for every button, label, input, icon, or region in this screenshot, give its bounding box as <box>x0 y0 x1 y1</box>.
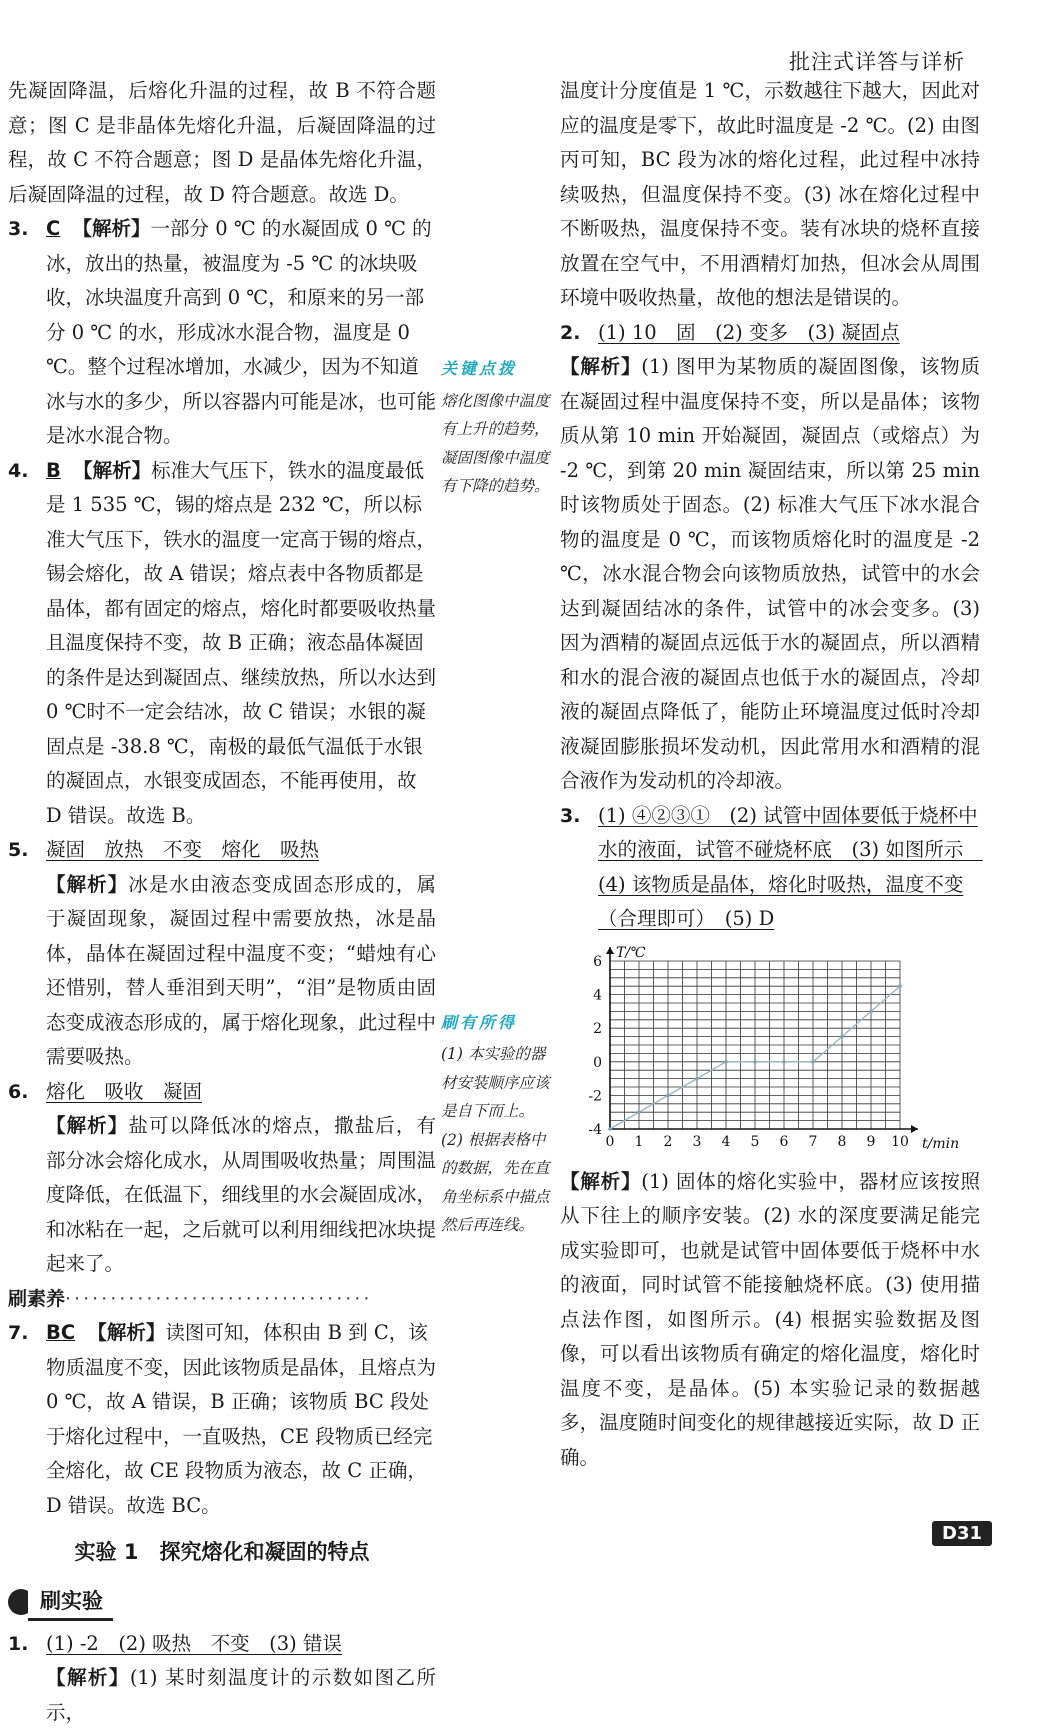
analysis-tag: 【解析】 <box>72 217 151 240</box>
chart-svg <box>574 939 974 1155</box>
question-6-analysis <box>8 1109 436 1282</box>
temperature-time-chart <box>574 939 974 1155</box>
analysis-tag: 【解析】 <box>87 1321 166 1344</box>
answer: (1) ④②③① (2) 试管中固体要低于烧杯中水的液面，试管不碰烧杯底 (3) 如图所示 (4) 该物质是晶体，熔化时吸热，温度不变（合理即可） (5) D <box>598 803 983 930</box>
answer: B <box>46 458 61 482</box>
answer: (1) -2 (2) 吸热 不变 (3) 错误 <box>46 1631 342 1655</box>
side-notes <box>441 352 553 1240</box>
x-tick-label: 3 <box>692 1133 702 1150</box>
question-number: 5. <box>8 839 29 861</box>
question-number: 6. <box>8 1080 29 1103</box>
x-axis-arrow <box>911 1125 918 1133</box>
question-4 <box>8 454 436 834</box>
question-2 <box>560 316 980 351</box>
question-number: 1. <box>8 1632 29 1655</box>
y-tick-label: 0 <box>593 1054 602 1071</box>
question-number: 3. <box>560 804 581 827</box>
data-point <box>608 1127 612 1131</box>
x-tick-label: 10 <box>891 1133 909 1150</box>
analysis-tag: 【解析】 <box>46 1114 129 1137</box>
right-column <box>560 74 983 1475</box>
answer: 凝固 放热 不变 熔化 吸热 <box>46 838 320 861</box>
data-point <box>666 1093 670 1097</box>
data-point <box>724 1060 728 1064</box>
continued-paragraph: 先凝固降温，后熔化升温的过程，故 B 不符合题意；图 C 是非晶体先熔化升温，后凝固降温的过程，故 C 不符合题意；图 D 是晶体先熔化升温，后凝固降温的过程，故 D 符合题意。故选 D。 <box>8 79 436 206</box>
question-3-analysis <box>560 1165 980 1476</box>
question-3-right <box>560 799 983 937</box>
side-title-key-point: 关键点拨 <box>441 359 518 378</box>
x-tick-label: 9 <box>866 1133 876 1150</box>
side-title-gains: 刷有所得 <box>441 1012 518 1032</box>
analysis-tag: 【解析】 <box>46 1666 130 1690</box>
left-column <box>8 74 436 1730</box>
question-3 <box>8 212 436 454</box>
experiment-title: 实验 1 探究熔化和凝固的特点 <box>74 1540 370 1564</box>
y-tick-label: 6 <box>593 953 602 970</box>
analysis-tag: 【解析】 <box>46 872 129 896</box>
question-5 <box>8 833 436 868</box>
analysis-text: 一部分 0 ℃ 的水凝固成 0 ℃ 的冰，放出的热量，被温度为 -5 ℃ 的冰块吸收，冰块温度升高到 0 ℃，和原来的另一部分 0 ℃ 的水，形成冰水混合物，温度是 0 ℃。整个过程冰增加，水减少，因为不知道冰与水的多少，所以容器内可能是冰，也可能是冰水混合物。 <box>46 217 437 447</box>
continued-paragraph: 温度计分度值是 1 ℃，示数越往下越大，因此对应的温度是零下，故此时温度是 -2 ℃。(2) 由图丙可知，BC 段为冰的熔化过程，此过程中冰持续吸热，但温度保持不变。(3) 冰在熔化过程中不断吸热，温度保持不变。装有冰块的烧杯直接放置在空气中，不用酒精灯加热，但冰会从周围环境中吸收热量，故他的想法是错误的。 <box>560 79 980 309</box>
x-tick-label: 6 <box>779 1133 789 1150</box>
data-point <box>811 1060 815 1064</box>
y-axis-arrow <box>606 947 614 954</box>
question-number: 3. <box>8 218 29 240</box>
answer: BC <box>46 1321 76 1344</box>
y-tick-label: -2 <box>588 1087 602 1104</box>
analysis-text: 冰是水由液态变成固态形成的，属于凝固现象，凝固过程中需要放热，冰是晶体，晶体在凝固过程中温度不变；“蜡烛有心还惜别，替人垂泪到天明”，“泪”是物质由固态变成液态形成的，属于熔化现象，此过程中需要吸热。 <box>46 872 437 1068</box>
data-point <box>782 1060 786 1064</box>
data-point <box>898 984 902 988</box>
question-2-analysis <box>560 350 980 799</box>
question-number: 7. <box>8 1322 29 1344</box>
data-point <box>753 1060 757 1064</box>
question-1 <box>8 1627 436 1662</box>
analysis-text: 标准大气压下，铁水的温度最低是 1 535 ℃，锡的熔点是 232 ℃，所以标准大气压下，铁水的温度一定高于锡的熔点，锡会熔化，故 A 错误；熔点表中各物质都是晶体，都有固定的熔点，熔化时都要吸收热量且温度保持不变，故 B 正确；液态晶体凝固的条件是达到凝固点、继续放热，所以水达到 0 ℃时不一定会结冰，故 C 错误；水银的凝固点是 -38.8 ℃，南极的最低气温低于水银的凝固点，水银变成固态，不能再使用，故 D 错误。故选 B。 <box>46 458 437 827</box>
answer: C <box>46 217 61 240</box>
data-point <box>637 1110 641 1114</box>
x-tick-label: 0 <box>605 1133 615 1150</box>
question-number: 2. <box>560 321 581 344</box>
page-number: D31 <box>932 1521 992 1546</box>
side-note-2b: (2) 根据表格中的数据，先在直角坐标系中描点然后再连线。 <box>441 1130 550 1234</box>
x-tick-label: 7 <box>808 1133 818 1150</box>
analysis-text: 读图可知，体积由 B 到 C，该物质温度不变，因此该物质是晶体，且熔点为 0 ℃，故 A 错误，B 正确；该物质 BC 段处于熔化过程中，一直吸热，CE 段物质已经完全熔化，故 CE 段物质为液态，故 C 正确，D 错误。故选 BC。 <box>46 1321 437 1517</box>
x-tick-label: 8 <box>837 1133 847 1150</box>
practice-badge <box>8 1584 113 1622</box>
x-tick-label: 1 <box>634 1133 644 1150</box>
side-note-1: 熔化图像中温度有上升的趋势，凝固图像中温度有下降的趋势。 <box>441 391 550 495</box>
analysis-tag: 【解析】 <box>560 355 642 378</box>
analysis-tag: 【解析】 <box>73 458 152 482</box>
data-point <box>695 1076 699 1080</box>
analysis-text: (1) 某时刻温度计的示数如图乙所示， <box>46 1666 436 1724</box>
analysis-tag: 【解析】 <box>560 1169 642 1193</box>
answer: (1) 10 固 (2) 变多 (3) 凝固点 <box>598 320 900 344</box>
data-point <box>840 1034 844 1038</box>
x-axis-label: t/min <box>922 1135 960 1152</box>
analysis-text: (1) 图甲为某物质的凝固图像，该物质在凝固过程中温度保持不变，所以是晶体；该物质从第 10 min 开始凝固，凝固点（或熔点）为 -2 ℃，到第 20 min 凝固结束，所以第 25 min 时该物质处于固态。(2) 标准大气压下冰水混合物的温度是 0 ℃，而该物质熔化时的温度是 -2 ℃，冰水混合物会向该物质放热，试管中的水会达到凝固结冰的条件，试管中的冰会变多。(3) 因为酒精的凝固点远低于水的凝固点，所以酒精和水的混合液的凝固点也低于水的凝固点，冷却液的凝固点降低了，能防止环境温度过低时冷却液凝固膨胀损坏发动机，因此常用水和酒精的混合液作为发动机的冷却液。 <box>560 355 980 792</box>
question-1-analysis <box>8 1661 436 1730</box>
question-7 <box>8 1316 436 1523</box>
x-tick-label: 4 <box>721 1133 731 1150</box>
answer: 熔化 吸收 凝固 <box>46 1079 203 1103</box>
section-dots: ·································· <box>65 1287 373 1310</box>
question-6 <box>8 1075 436 1110</box>
page-header: 批注式详答与详析 <box>789 50 965 74</box>
analysis-text: 盐可以降低冰的熔点，撒盐后，有部分冰会熔化成水，从周围吸收热量；周围温度降低，在低温下，细线里的水会凝固成冰，和冰粘在一起，之后就可以利用细线把冰块提起来了。 <box>46 1114 437 1275</box>
question-5-analysis <box>8 868 436 1075</box>
analysis-text: (1) 固体的熔化实验中，器材应该按照从下往上的顺序安装。(2) 水的深度要满足能完成实验即可，也就是试管中固体要低于烧杯中水的液面，同时试管不能接触烧杯底。(3) 使用描点法作图，如图所示。(4) 根据实验数据及图像，可以看出该物质有确定的熔化温度，熔化时温度不变，是晶体。(5) 本实验记录的数据越多，温度随时间变化的规律越接近实际，故 D 正确。 <box>560 1169 980 1469</box>
y-axis-label: T/℃ <box>616 944 646 961</box>
section-heading: 刷素养·································· <box>8 1287 373 1310</box>
side-note-2a: (1) 本实验的器材安装顺序应该是自下而上。 <box>441 1045 550 1120</box>
y-tick-label: 2 <box>593 1020 602 1037</box>
x-tick-label: 5 <box>750 1133 760 1150</box>
y-tick-label: -4 <box>588 1121 602 1138</box>
x-tick-label: 2 <box>663 1133 673 1150</box>
y-tick-label: 4 <box>593 987 602 1004</box>
data-point <box>869 1009 873 1013</box>
question-number: 4. <box>8 459 29 482</box>
badge-label: 刷实验 <box>28 1584 113 1622</box>
